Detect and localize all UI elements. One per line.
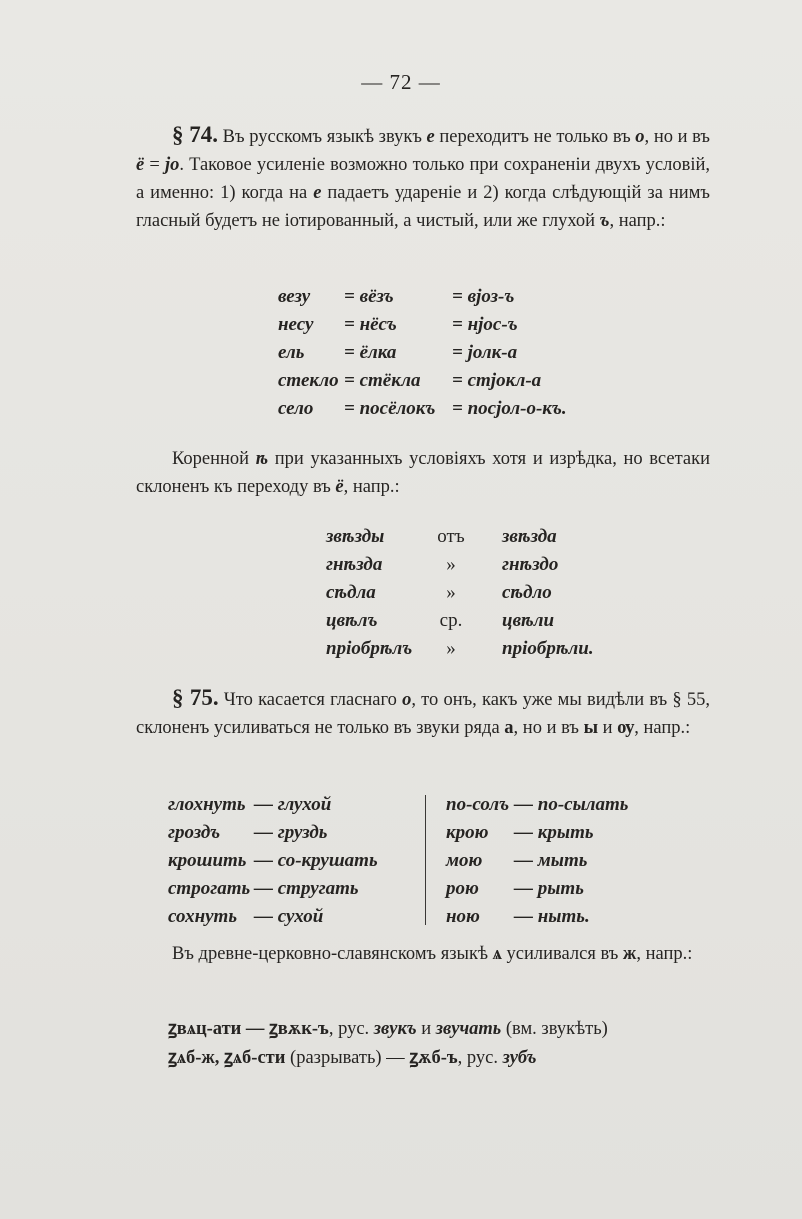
example-row: сѣдла » сѣдло xyxy=(326,582,552,603)
example-row: ною — ныть. xyxy=(446,906,590,927)
section-74-mark: § 74. xyxy=(172,122,219,147)
example-row: сохнуть — сухой xyxy=(168,906,324,927)
example-row: везу = вёзъ = вјоз-ъ xyxy=(278,286,515,307)
yat-paragraph: Коренной ѣ при указанныхъ условіяхъ хотя и изрѣдка, но всетаки склоненъ къ переходу въ ё, напр.: xyxy=(136,449,710,497)
ocs-example-line-2: ꙁѧб-ж, ꙁѧб-сти (разрывать) — ꙁѫб-ъ, рус. зубъ xyxy=(168,1048,537,1068)
example-row: стекло = стёкла = стјокл-а xyxy=(278,370,542,391)
example-row: пріобрѣлъ » пріобрѣли. xyxy=(326,638,594,659)
example-row: мою — мыть xyxy=(446,850,588,871)
example-row: крою — крыть xyxy=(446,822,594,843)
section-74-paragraph: § 74. Въ русскомъ языкѣ звукъ е переходитъ не только въ о, но и въ ё = jо. Таковое усиленіе возможно только при сохраненіи двухъ условій, а именно: 1) когда на е падаетъ удареніе и 2) когда слѣдующій за нимъ гласный будетъ не іотированный, а чистый, или же глухой ъ, напр.: xyxy=(136,122,711,231)
example-row: цвѣлъ ср. цвѣли xyxy=(326,610,555,631)
column-divider xyxy=(425,795,426,925)
example-row: рою — рыть xyxy=(446,878,584,899)
example-row: гроздъ — груздь xyxy=(168,822,328,843)
example-row: по-солъ — по-сылать xyxy=(446,794,629,815)
example-row: крошить — со-крушать xyxy=(168,850,378,871)
page-number: — 72 — xyxy=(361,70,441,94)
example-right-column xyxy=(446,791,628,931)
ocs-example-line-1: ꙁвѧц-ати — ꙁвѫк-ъ, рус. звукъ и звучать (вм. звукѣть) xyxy=(168,1019,608,1039)
example-table-e-to-yo xyxy=(278,283,567,423)
section-75-paragraph: § 75. Что касается гласнаго о, то онъ, какъ уже мы видѣли въ § 55, склоненъ усиливаться не только въ звуки ряда а, но и въ ы и ѹ, напр.: xyxy=(136,685,710,738)
example-left-column xyxy=(168,791,378,931)
example-row: ель = ёлка = јолк-а xyxy=(278,342,518,363)
example-row: гнѣзда » гнѣздо xyxy=(326,554,559,575)
example-row: звѣзды отъ звѣзда xyxy=(326,526,557,547)
example-two-column-o xyxy=(168,791,688,931)
example-table-yat xyxy=(326,523,594,663)
example-row: строгать — стругать xyxy=(168,878,359,899)
example-row: глохнуть — глухой xyxy=(168,794,332,815)
example-row: несу = нёсъ = нјос-ъ xyxy=(278,314,518,335)
example-row: село = посёлокъ = посјол-о-къ. xyxy=(278,398,567,419)
old-church-slavonic-paragraph: Въ древне-церковно-славянскомъ языкѣ ѧ усиливался въ ж, напр.: xyxy=(172,944,693,964)
section-75-mark: § 75. xyxy=(172,685,219,710)
